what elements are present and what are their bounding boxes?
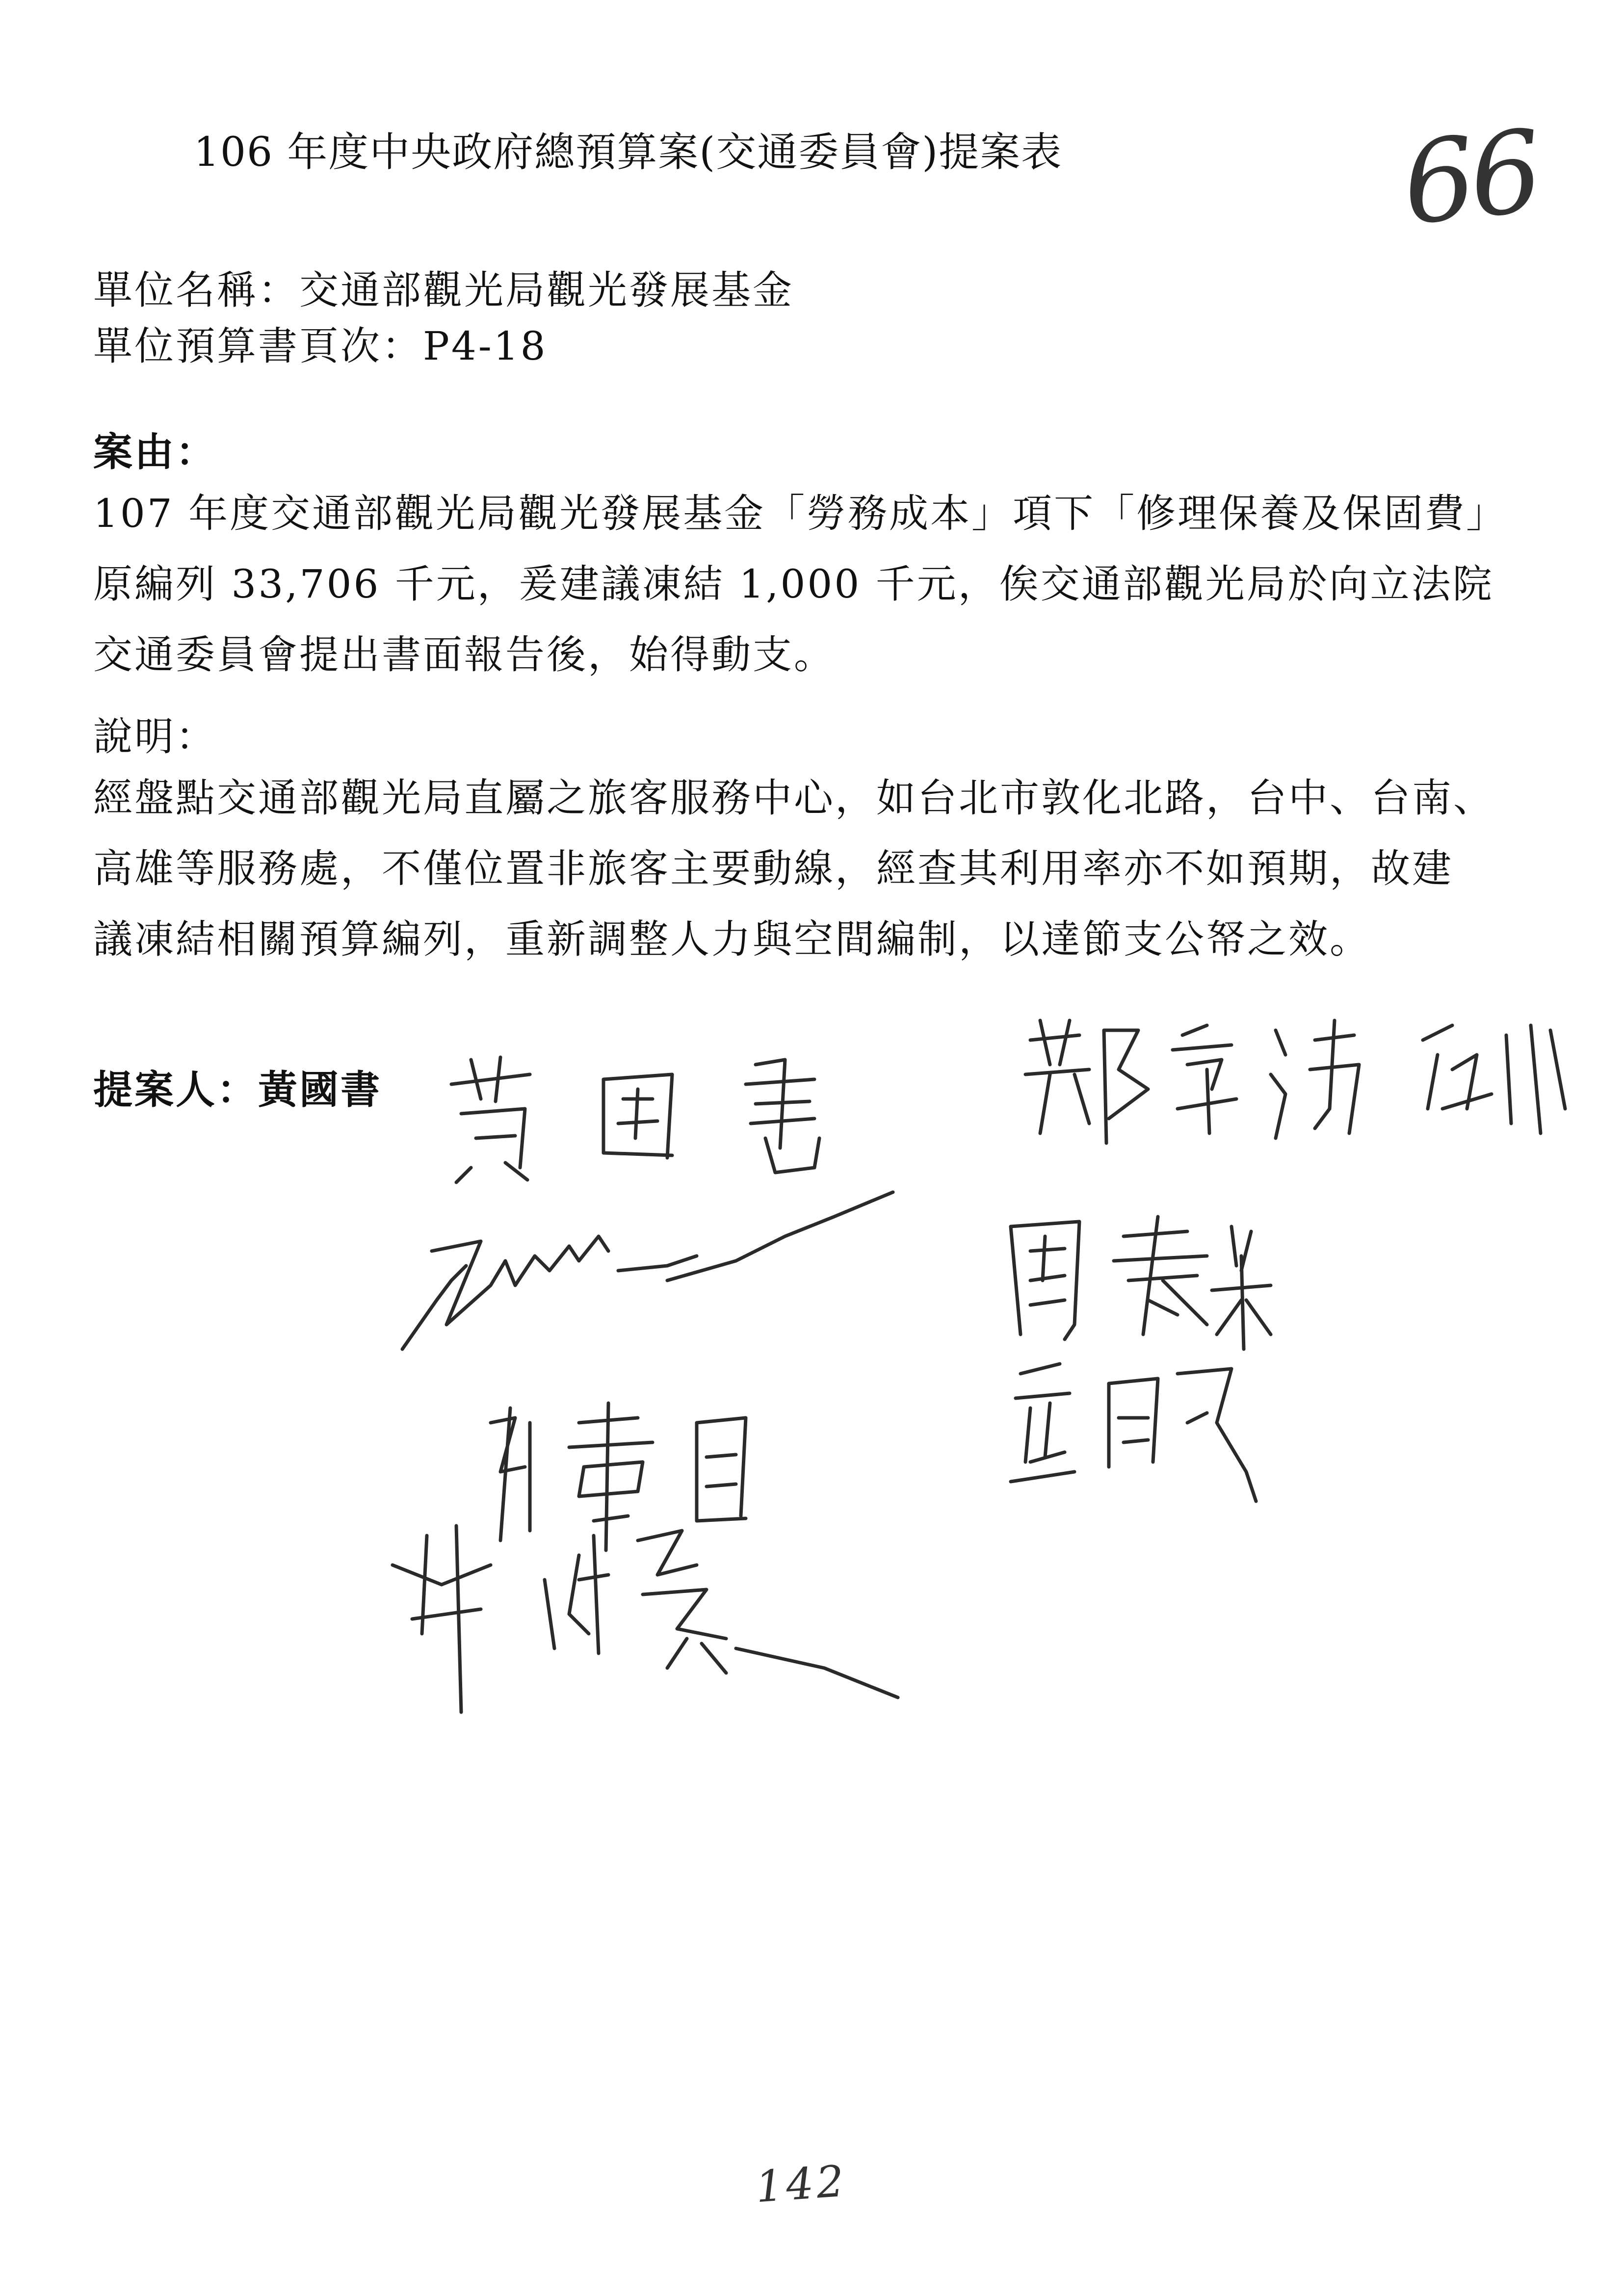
signature-1 [442,1040,913,1187]
handwritten-number: 66 [1396,106,1544,251]
page-ref-line [93,311,1541,382]
reason-line: 原編列 33,706 千元，爰建議凍結 1,000 千元，俟交通部觀光局於向立法院 [93,561,1494,607]
reason-heading: 案由： [93,429,217,475]
unit-name-label: 單位名稱： [93,267,299,313]
proposer-line [93,1055,486,1125]
page-number: 142 [754,2155,849,2213]
explain-line: 經盤點交通部觀光局直屬之旅客服務中心，如台北市敦化北路，台中、台南、 [93,775,1494,821]
explain-heading: 說明： [93,714,217,759]
signature-7 [383,1506,913,1732]
explain-body [93,763,1541,975]
reason-line: 交通委員會提出書面報告後，始得動支。 [93,632,835,678]
proposer-label: 提案人： [93,1067,258,1113]
signature-4 [1001,1207,1276,1354]
signature-2 [1021,1011,1599,1158]
explain-line: 議凍結相關預算編列，重新調整人力與空間編制，以達節支公帑之效。 [93,916,1371,962]
explain-line: 高雄等服務處，不僅位置非旅客主要動線，經查其利用率亦不如預期，故建 [93,846,1453,891]
page-ref-label: 單位預算書頁次： [93,323,423,369]
document-title: 106 年度中央政府總預算案(交通委員會)提案表 [193,129,1063,176]
reason-line: 107 年度交通部觀光局觀光發展基金「勞務成本」項下「修理保養及保固費」 [93,491,1508,536]
page-ref-value: P4-18 [423,323,548,369]
signature-5 [1001,1344,1266,1511]
unit-name-value: 交通部觀光局觀光發展基金 [299,267,794,313]
signature-3 [393,1187,913,1354]
proposer-name: 黃國書 [258,1067,382,1113]
reason-body [93,478,1541,690]
